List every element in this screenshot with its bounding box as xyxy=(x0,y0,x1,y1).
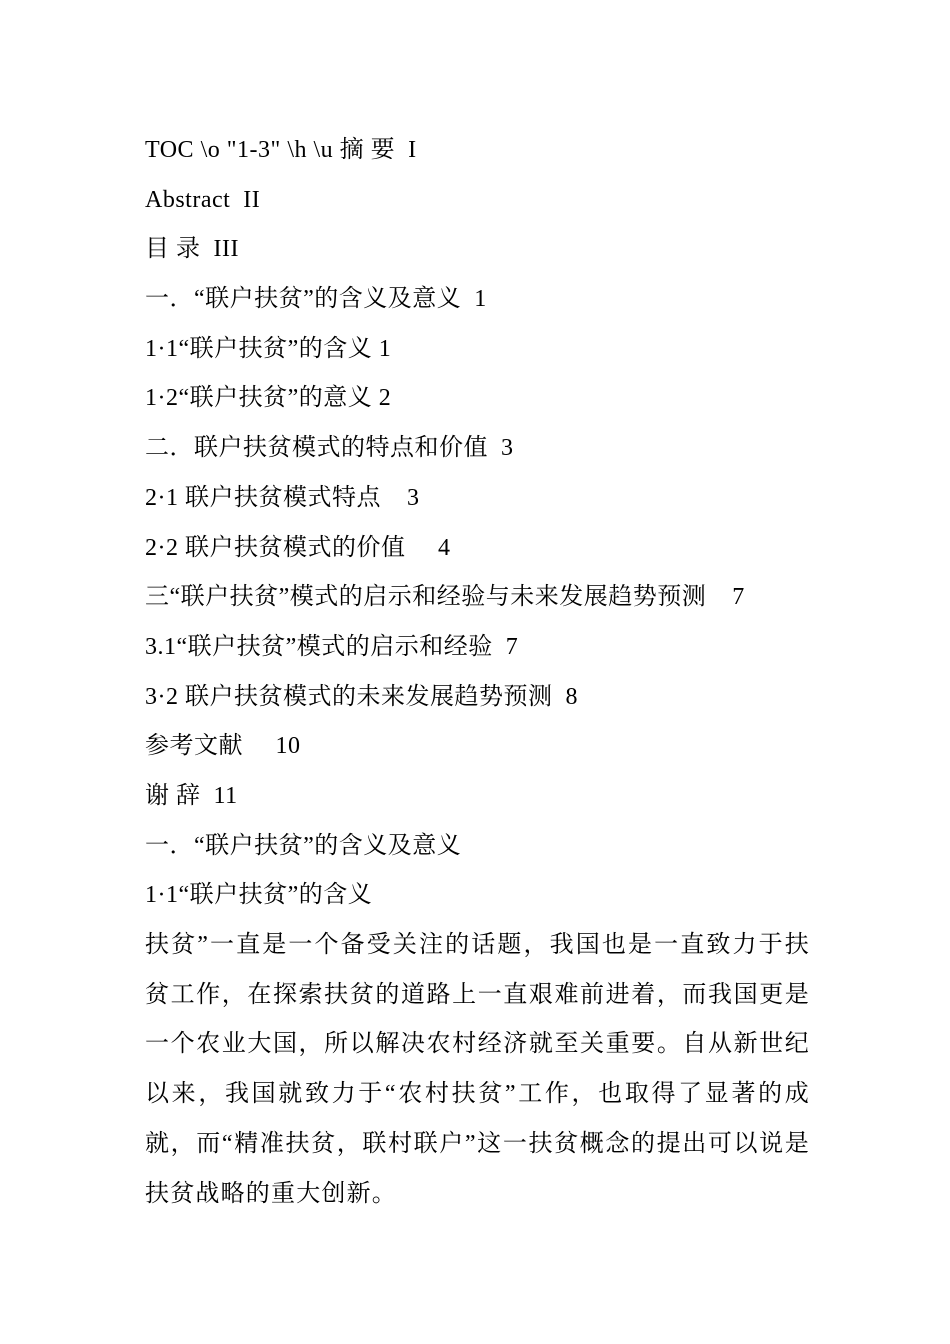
table-of-contents xyxy=(145,126,810,822)
toc-entry-contents[interactable]: 目 录 III xyxy=(145,236,239,263)
toc-entry-chapter-2[interactable]: 二．联户扶贫模式的特点和价值 3 xyxy=(145,435,514,462)
toc-entry-section-3-1[interactable]: 3.1“联户扶贫”模式的启示和经验 7 xyxy=(145,633,519,660)
body-paragraph: 扶贫”一直是一个备受关注的话题，我国也是一直致力于扶贫工作，在探索扶贫的道路上一直艰难前进着，而我国更是一个农业大国，所以解决农村经济就至关重要。自从新世纪以来，我国就致力于“农村扶贫”工作，也取得了显著的成就，而“精准扶贫，联村联户”这一扶贫概念的提出可以说是扶贫战略的重大创新。 xyxy=(145,932,810,1207)
toc-entry-acknowledgements[interactable]: 谢 辞 11 xyxy=(145,782,238,809)
toc-entry-chapter-3[interactable]: 三“联户扶贫”模式的启示和经验与未来发展趋势预测 7 xyxy=(145,584,745,611)
toc-entry-section-1-1[interactable]: 1·1“联户扶贫”的含义 1 xyxy=(145,335,392,362)
toc-entry-section-2-2[interactable]: 2·2 联户扶贫模式的价值 4 xyxy=(145,534,451,561)
toc-entry-section-2-1[interactable]: 2·1 联户扶贫模式特点 3 xyxy=(145,484,420,511)
section-heading: 1·1“联户扶贫”的含义 xyxy=(145,882,373,909)
document-page xyxy=(145,126,810,1219)
toc-entry-references[interactable]: 参考文献 10 xyxy=(145,733,301,760)
chapter-heading: 一．“联户扶贫”的含义及意义 xyxy=(145,832,462,859)
toc-entry-chapter-1[interactable]: 一．“联户扶贫”的含义及意义 1 xyxy=(145,286,487,313)
toc-entry-abstract-en[interactable]: Abstract II xyxy=(145,186,261,213)
toc-entry-abstract-cn[interactable]: TOC \o "1-3" \h \u 摘 要 I xyxy=(145,137,417,163)
toc-entry-section-1-2[interactable]: 1·2“联户扶贫”的意义 2 xyxy=(145,385,392,412)
toc-entry-section-3-2[interactable]: 3·2 联户扶贫模式的未来发展趋势预测 8 xyxy=(145,683,578,710)
